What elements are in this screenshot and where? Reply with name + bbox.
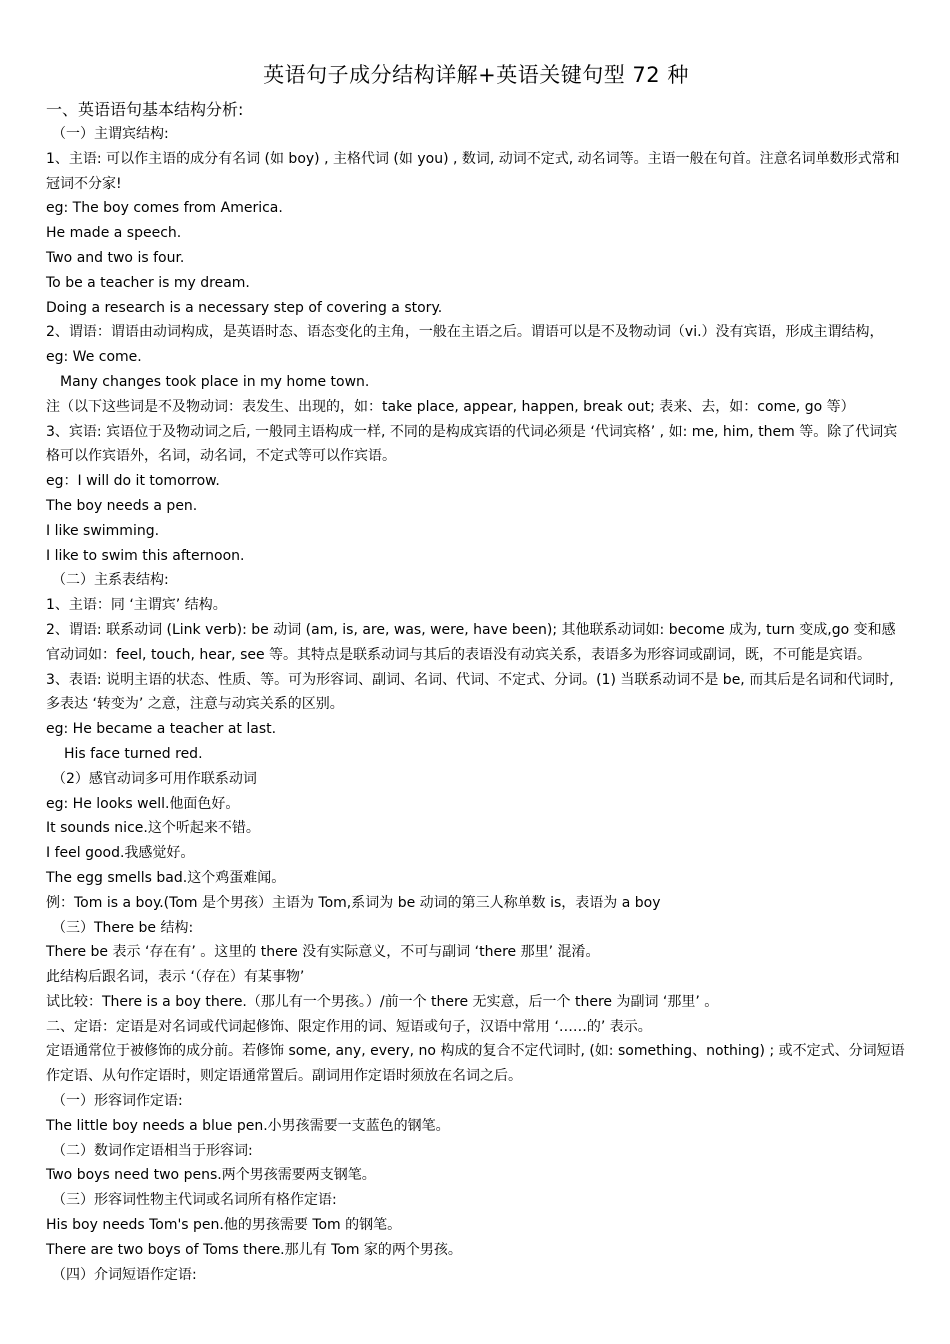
text-line: eg：I will do it tomorrow.: [46, 473, 220, 490]
text-line: （三）形容词性物主代词或名词所有格作定语:: [52, 1192, 337, 1209]
text-line: eg: The boy comes from America.: [46, 200, 283, 217]
text-line: （2）感官动词多可用作联系动词: [52, 770, 257, 787]
text-line: He made a speech.: [46, 225, 182, 242]
text-line: Two boys need two pens.两个男孩需要两支钢笔。: [46, 1167, 376, 1184]
text-line: eg: He became a teacher at last.: [46, 721, 277, 738]
text-line: It sounds nice.这个听起来不错。: [46, 820, 260, 837]
text-line: 注（以下这些词是不及物动词：表发生、出现的，如：take place, appear, happen, break out; 表来、去，如：come, go 等）: [46, 398, 855, 415]
text-line: The boy needs a pen.: [46, 497, 198, 514]
text-line: Two and two is four.: [46, 249, 185, 266]
text-line: eg: We come.: [46, 349, 142, 366]
text-line: 3、表语: 说明主语的状态、性质、等。可为形容词、副词、名词、代词、不定式、分词。(1) 当联系动词不是 be, 而其后是名词和代词时, 多表达 ‘转变为’ 之意，注意与动宾关系的区别。: [46, 671, 899, 713]
text-line: I like swimming.: [46, 522, 160, 539]
text-line: There be 表示 ‘存在有’ 。这里的 there 没有实际意义，不可与副词 ‘there 那里’ 混淆。: [46, 944, 600, 961]
text-line: 1、主语：同 ‘主谓宾’ 结构。: [46, 597, 227, 614]
text-line: His face turned red.: [64, 745, 203, 762]
text-line: There are two boys of Toms there.那儿有 Tom 家的两个男孩。: [46, 1241, 462, 1258]
text-line: （一）形容词作定语:: [52, 1093, 183, 1110]
text-line: 定语通常位于被修饰的成分前。若修饰 some, any, every, no 构成的复合不定代词时, (如: something、nothing) ; 或不定式、分词短语作定语、从句作定语时，则定语通常置后。副词用作定语时须放在名词之后。: [46, 1043, 905, 1085]
text-line: I like to swim this afternoon.: [46, 547, 245, 564]
section-heading: 一、英语语句基本结构分析:: [46, 100, 244, 119]
text-line: The little boy needs a blue pen.小男孩需要一支蓝色的钢笔。: [46, 1117, 450, 1134]
document-body: [46, 122, 906, 1287]
text-line: （四）介词短语作定语:: [52, 1266, 197, 1283]
text-line: （一）主谓宾结构:: [52, 126, 169, 142]
document-title: 英语句子成分结构详解+英语关键句型 72 种: [263, 63, 689, 87]
text-line: His boy needs Tom's pen.他的男孩需要 Tom 的钢笔。: [46, 1217, 402, 1234]
text-line: （三）There be 结构:: [52, 919, 194, 936]
text-line: Many changes took place in my home town.: [60, 373, 370, 390]
text-line: （二）数词作定语相当于形容词:: [52, 1142, 253, 1159]
text-line: eg: He looks well.他面色好。: [46, 795, 240, 812]
text-line: 此结构后跟名词，表示 ‘（存在）有某事物’: [46, 969, 305, 986]
text-line: 例：Tom is a boy.(Tom 是个男孩）主语为 Tom,系词为 be 动词的第三人称单数 is，表语为 a boy: [46, 894, 661, 911]
text-line: 2、谓语：谓语由动词构成，是英语时态、语态变化的主角，一般在主语之后。谓语可以是不及物动词（vi.）没有宾语，形成主谓结构，: [46, 324, 884, 341]
text-line: 二、定语：定语是对名词或代词起修饰、限定作用的词、短语或句子，汉语中常用 ‘……的’ 表示。: [46, 1018, 652, 1035]
text-line: （二）主系表结构:: [52, 572, 169, 589]
text-line: To be a teacher is my dream.: [46, 274, 250, 291]
text-line: Doing a research is a necessary step of covering a story.: [46, 299, 443, 316]
text-line: 试比较：There is a boy there.（那儿有一个男孩。）/前一个 there 无实意，后一个 there 为副词 ‘那里’ 。: [46, 993, 719, 1010]
text-line: 3、宾语: 宾语位于及物动词之后, 一般同主语构成一样, 不同的是构成宾语的代词必须是 ‘代词宾格’ , 如: me, him, them 等。除了代词宾格可以作宾语外，名词，动名词，不定式等可以作宾语。: [46, 423, 898, 465]
text-line: The egg smells bad.这个鸡蛋难闻。: [46, 869, 286, 886]
text-line: 2、谓语: 联系动词 (Link verb): be 动词 (am, is, are, was, were, have been); 其他联系动词如: become 成为, turn 变成,go 变和感官动词如：feel, touch, hear, see 等。其特点是联系动词与其后的表语没有动宾关系，表语多为形容词或副词，既，不可能是宾语。: [46, 621, 896, 663]
text-line: I feel good.我感觉好。: [46, 845, 195, 862]
text-line: 1、主语: 可以作主语的成分有名词 (如 boy) , 主格代词 (如 you) , 数词, 动词不定式, 动名词等。主语一般在句首。注意名词单数形式常和冠词不分家!: [46, 150, 900, 192]
